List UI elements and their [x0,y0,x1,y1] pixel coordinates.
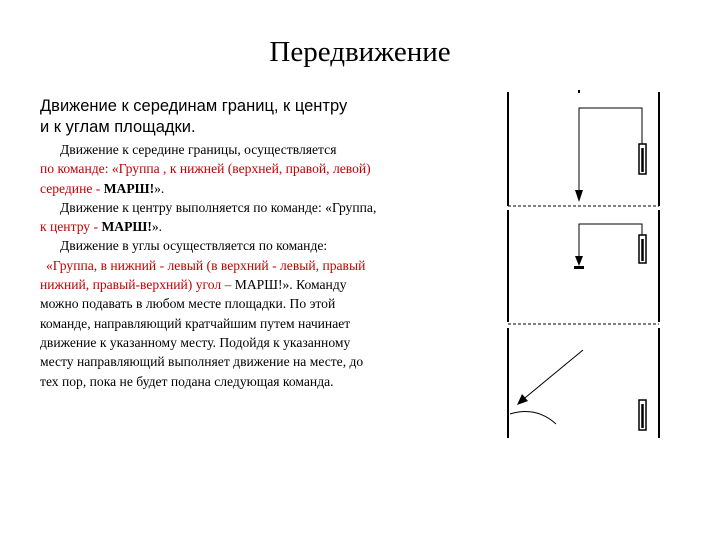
p2-command: МАРШ! [101,219,152,235]
p2-end: ». [151,219,163,235]
heading-line-1: Движение к серединам границ, к центру [40,97,348,115]
movement-diagrams [500,88,670,440]
p3-line-7: месту направляющий выполняет движение на месте, до [40,354,364,370]
p3-line-4: можно подавать в любом месте площадки. По этой [40,296,336,312]
p3-black-text: МАРШ!». Команду [234,277,347,293]
p3-red-text: нижний, правый-верхний) угол – [40,277,235,293]
body-text [40,140,510,391]
panel3-path-line [520,350,583,402]
p3-line-2: «Группа, в нижний - левый (в верхний - левый, правый [46,257,366,273]
p3-line-3 [40,275,510,294]
p2-line-1: Движение к центру выполняется по команде: «Группа, [60,199,377,215]
diagram-panel-corner [508,328,659,438]
section-heading [40,96,440,138]
heading-line-2: и к углам площадки. [40,118,196,136]
diagram-panel-center [508,210,659,324]
p1-line-1: Движение к середине границы, осуществляется [60,142,337,157]
p3-line-8: тех пор, пока не будет подана следующая команда. [40,373,334,389]
p1-red-text: середине - [40,180,104,196]
diagram-panel-boundary [508,90,659,206]
panel1-path-line [579,108,642,192]
p1-command: МАРШ! [103,180,155,196]
p2-red-text: к центру - [40,219,102,235]
slide-title: Передвижение [269,36,451,68]
p3-line-6: движение к указанному месту. Подойдя к указанному [40,334,351,350]
panel3-corner-arc [510,412,556,424]
p3-line-1: Движение в углы осуществляется по команде: [60,238,328,254]
p1-line-2: по команде: «Группа , к нижней (верхней, правой, левой) [40,161,371,177]
panel2-center-mark [574,266,584,269]
p3-line-5: команде, направляющий кратчайшим путем начинает [40,315,351,331]
panel2-arrowhead [575,256,583,266]
p1-end: ». [154,180,165,196]
panel1-arrowhead [575,190,583,202]
panel2-path-line [579,224,642,263]
panel3-arrowhead [517,394,528,405]
p2-line-2 [40,217,510,236]
p1-line-3 [40,179,510,198]
